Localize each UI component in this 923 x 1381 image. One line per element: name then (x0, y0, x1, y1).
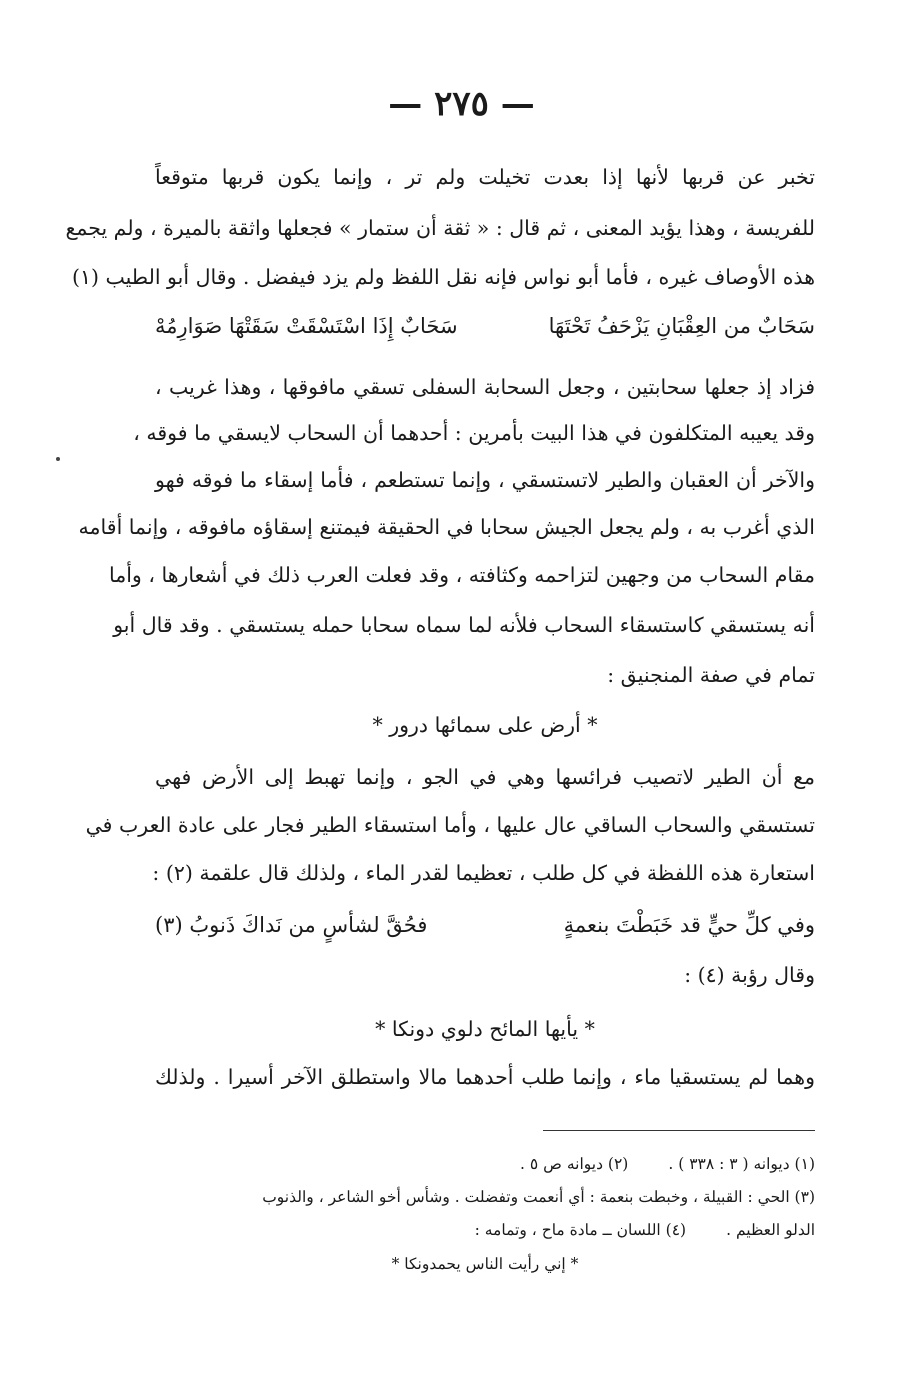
page-number: — ٢٧٥ — (388, 84, 535, 124)
verse-1-second-hemistich: سَحَابٌ إِذَا اسْتَسْقَتْ سَقَتْهَا صَوَارِمُهْ (155, 314, 458, 338)
text-line-4: فزاد إذ جعلها سحابتين ، وجعل السحابة السفلى تسقي مافوقها ، وهذا غريب ، (155, 375, 815, 399)
poetry-verse-2 (155, 908, 815, 942)
text-line-1: تخبر عن قربها لأنها إذا بعدت تخيلت ولم تر ، وإنما يكون قربها متوقعاً (155, 165, 815, 189)
text-line-13: استعارة هذه اللفظة في كل طلب ، تعظيما لقدر الماء ، ولذلك قال علقمة (٢) : (152, 861, 815, 885)
text-line-7: الذي أغرب به ، ولم يجعل الجيش سحابا في الحقيقة فيمتنع إسقاؤه مافوقه ، وإنما أقامه (78, 515, 815, 539)
text-line-2: للفريسة ، وهذا يؤيد المعنى ، ثم قال : « ثقة أن ستمار » فجعلها واثقة بالميرة ، ولم يجمع (65, 216, 815, 240)
text-line-ruba: وقال رؤبة (٤) : (684, 963, 815, 987)
footnote-3-continued: الدلو العظيم . (726, 1221, 815, 1239)
footnote-4-quote: * إني رأيت الناس يحمدونكا * (391, 1255, 579, 1273)
text-line-5: وقد يعيبه المتكلفون في هذا البيت بأمرين : أحدهما أن السحاب لايسقي ما فوقه ، (133, 421, 815, 445)
verse-1-first-hemistich: سَحَابٌ من العِقْبَانِ يَزْحَفُ تَحْتَهَا (548, 314, 815, 338)
poetry-verse-1 (155, 309, 815, 343)
quoted-hemistich-2: * يأيها المائح دلوي دونكا * (375, 1017, 595, 1041)
text-line-9: أنه يستسقي كاستسقاء السحاب فلأنه لما سماه سحابا حمله يستسقي . وقد قال أبو (113, 613, 815, 637)
footnote-2: (٢) ديوانه ص ٥ . (520, 1155, 629, 1173)
footnote-1: (١) ديوانه ( ٣ : ٣٣٨ ) . (668, 1155, 815, 1173)
footnote-row-1 (155, 1152, 815, 1176)
text-line-12: تستسقي والسحاب الساقي عال عليها ، وأما استسقاء الطير فجار على عادة العرب في (85, 813, 815, 837)
footnote-row-3 (155, 1218, 815, 1242)
text-line-6: والآخر أن العقبان والطير لاتستسقي ، وإنما تستطعم ، فأما إسقاء ما فوقه فهو (155, 468, 815, 492)
footnote-divider (543, 1130, 815, 1131)
text-line-10: تمام في صفة المنجنيق : (607, 663, 815, 687)
verse-2-first-hemistich: وفي كلِّ حيٍّ قد خَبَطْتَ بنعمةٍ (563, 913, 815, 937)
text-line-3: هذه الأوصاف غيره ، فأما أبو نواس فإنه نقل اللفظ ولم يزد فيفضل . وقال أبو الطيب (١) (71, 265, 815, 289)
text-line-last: وهما لم يستسقيا ماء ، وإنما طلب أحدهما مالا واستطلق الآخر أسيرا . ولذلك (155, 1065, 815, 1089)
text-line-8: مقام السحاب من وجهين لتزاحمه وكثافته ، وقد فعلت العرب ذلك في أشعارها ، وأما (108, 563, 815, 587)
verse-2-second-hemistich: فحُقَّ لشأسٍ من نَداكَ ذَنوبُ (٣) (155, 913, 428, 937)
margin-speck (56, 457, 60, 461)
quoted-hemistich-1: * أرض على سمائها درور * (372, 713, 598, 737)
text-line-11: مع أن الطير لاتصيب فرائسها وهي في الجو ، وإنما تهبط إلى الأرض فهي (155, 765, 815, 789)
footnote-3: (٣) الحي : القبيلة ، وخبطت بنعمة : أي أنعمت وتفضلت . وشأس أخو الشاعر ، والذنوب (262, 1188, 815, 1206)
footnote-4: (٤) اللسان ــ مادة ماح ، وتمامه : (474, 1221, 687, 1239)
